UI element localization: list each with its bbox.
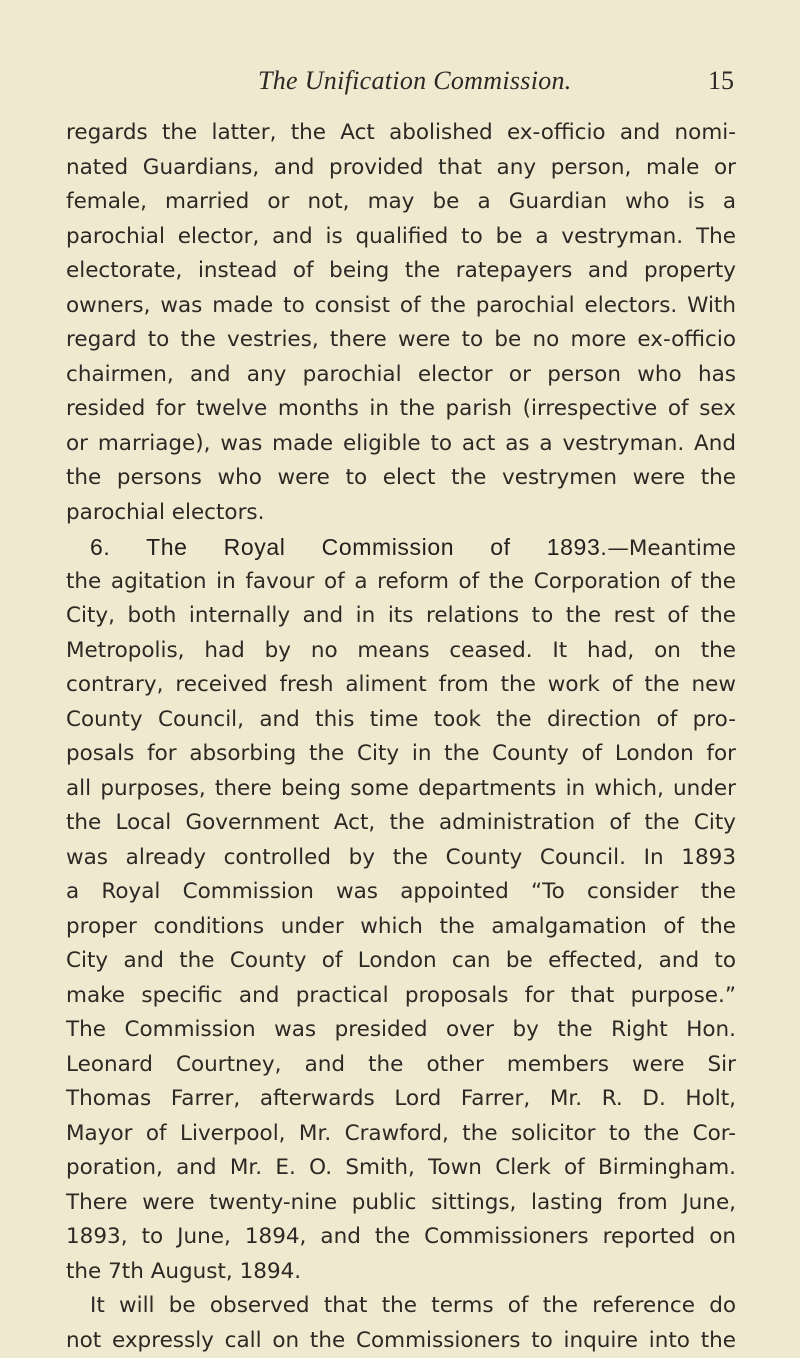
text-line: electorate, instead of being the ratepayers and property [66,254,736,289]
text-line: Mayor of Liverpool, Mr. Crawford, the solicitor to the Cor- [66,1117,736,1152]
text-line: the Local Government Act, the administration of the City [66,806,736,841]
running-head [0,66,800,106]
page-number: 15 [708,66,734,96]
section-heading-continuation: —Meantime [607,536,736,561]
text-line: proper conditions under which the amalgamation of the [66,910,736,945]
text-line: chairmen, and any parochial elector or person who has [66,358,736,393]
text-line: Leonard Courtney, and the other members were Sir [66,1048,736,1083]
text-line: a Royal Commission was appointed “To consider the [66,875,736,910]
text-line: not expressly call on the Commissioners to inquire into the [66,1324,736,1358]
text-line: City and the County of London can be effected, and to [66,944,736,979]
text-line: was already controlled by the County Council. In 1893 [66,841,736,876]
text-line: or marriage), was made eligible to act as a vestryman. And [66,427,736,462]
paragraph-terms-of-reference [66,1289,736,1358]
text-line: Metropolis, had by no means ceased. It had, on the [66,634,736,669]
text-line: owners, was made to consist of the parochial electors. With [66,289,736,324]
text-line: resided for twelve months in the parish (irrespective of sex [66,392,736,427]
text-line: regard to the vestries, there were to be no more ex-officio [66,323,736,358]
text-line: the 7th August, 1894. [66,1255,736,1290]
text-line: the agitation in favour of a reform of the Corporation of the [66,565,736,600]
text-line: make specific and practical proposals for that purpose.” [66,979,736,1014]
section-heading: 6. The Royal Commission of 1893. [90,534,607,560]
text-line: contrary, received fresh aliment from the work of the new [66,668,736,703]
section-first-line [66,530,736,565]
text-line: There were twenty-nine public sittings, lasting from June, [66,1186,736,1221]
text-line: City, both internally and in its relations to the rest of the [66,599,736,634]
text-line: 1893, to June, 1894, and the Commissioners reported on [66,1220,736,1255]
running-head-title: The Unification Commission. [258,66,572,96]
text-line: parochial electors. [66,496,736,531]
paragraph-vestries [66,116,736,530]
text-line: the persons who were to elect the vestrymen were the [66,461,736,496]
text-line: poration, and Mr. E. O. Smith, Town Clerk of Birmingham. [66,1151,736,1186]
text-line: County Council, and this time took the direction of pro- [66,703,736,738]
text-line: posals for absorbing the City in the County of London for [66,737,736,772]
text-line: It will be observed that the terms of the reference do [66,1289,736,1324]
body-text [66,116,736,1358]
text-line: regards the latter, the Act abolished ex-officio and nomi- [66,116,736,151]
section-royal-commission [66,530,736,1289]
text-line: nated Guardians, and provided that any person, male or [66,151,736,186]
text-line: parochial elector, and is qualified to be a vestryman. The [66,220,736,255]
text-line: all purposes, there being some departments in which, under [66,772,736,807]
text-line: The Commission was presided over by the Right Hon. [66,1013,736,1048]
text-line: female, married or not, may be a Guardian who is a [66,185,736,220]
text-line: Thomas Farrer, afterwards Lord Farrer, Mr. R. D. Holt, [66,1082,736,1117]
